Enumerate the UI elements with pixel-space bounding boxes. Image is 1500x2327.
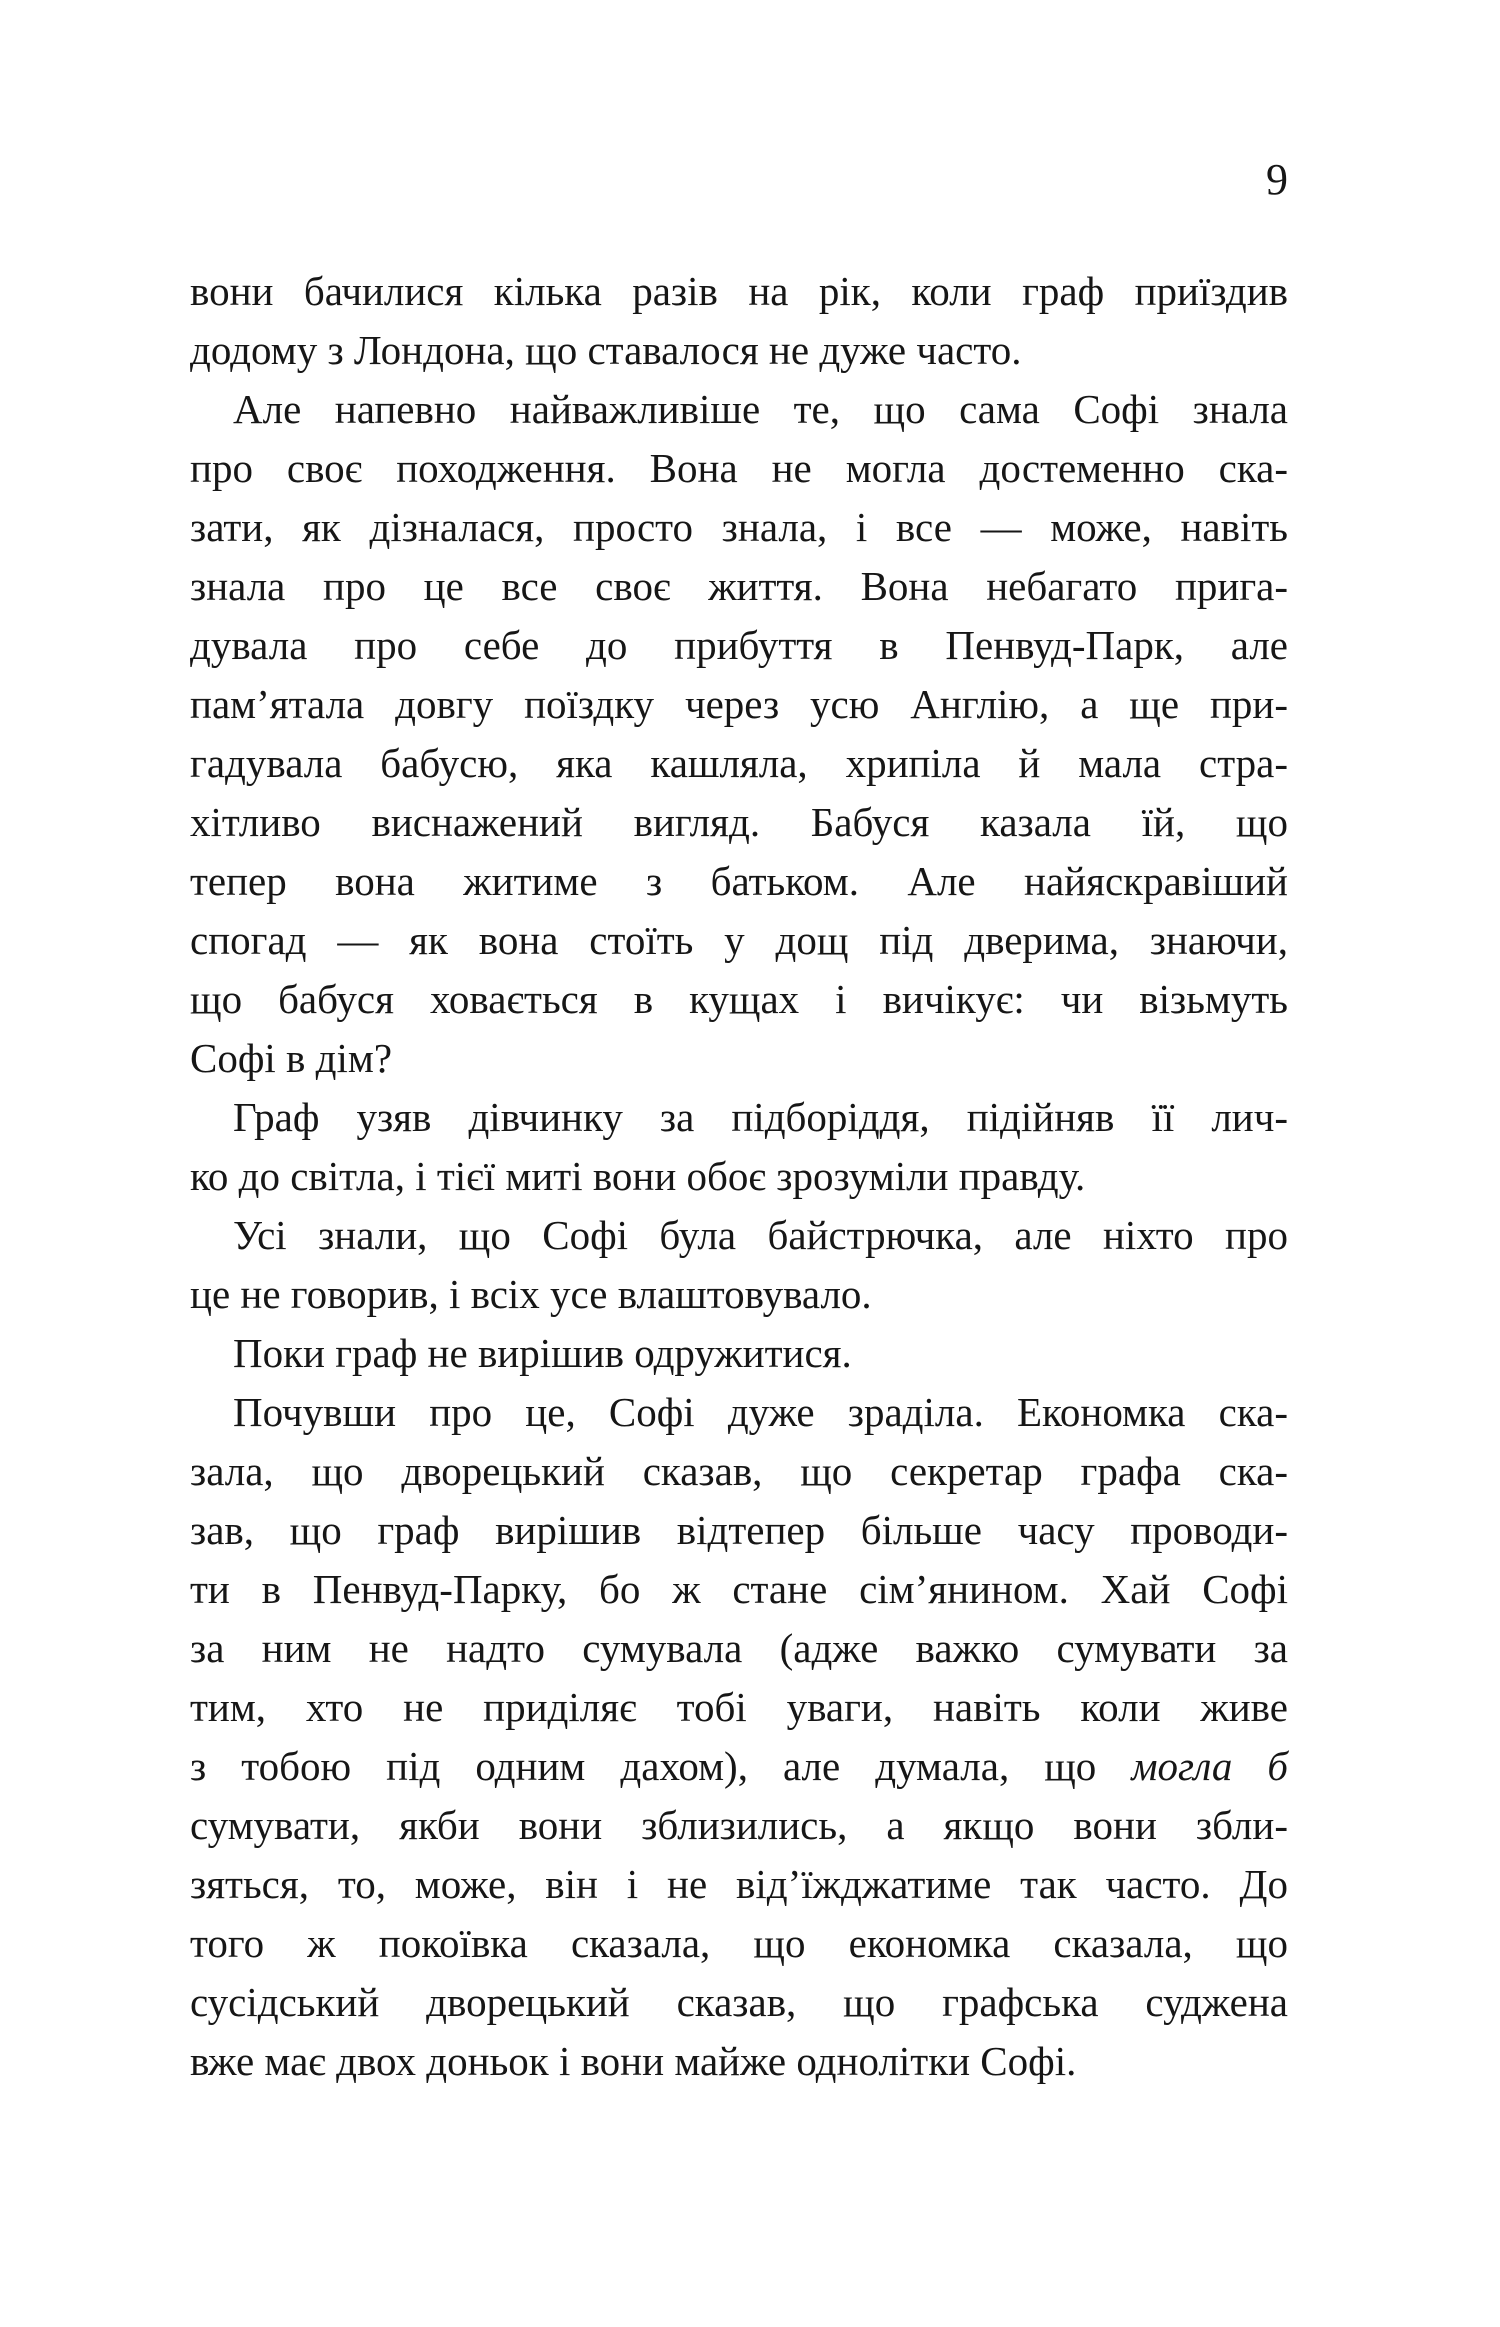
text-line: Поки граф не вирішив одружитися. — [233, 1330, 852, 1376]
text-line: того ж покоївка сказала, що економка сказала, що — [190, 1920, 1288, 1966]
page-number: 9 — [1266, 155, 1288, 204]
text-line: Усі знали, що Софі була байстрючка, але ніхто про — [233, 1212, 1288, 1258]
text-line: зати, як дізналася, просто знала, і все — може, навіть — [190, 504, 1288, 550]
text-line: спогад — як вона стоїть у дощ під дверима, знаючи, — [190, 917, 1288, 963]
text-line: хітливо виснажений вигляд. Бабуся казала їй, що — [190, 799, 1288, 845]
text-line: знала про це все своє життя. Вона небагато прига- — [190, 563, 1288, 609]
text-line: дувала про себе до прибуття в Пенвуд-Парк, але — [190, 622, 1288, 668]
text-line: Почувши про це, Софі дуже зраділа. Економка ска- — [233, 1389, 1288, 1435]
text-line: за ним не надто сумувала (адже важко сумувати за — [190, 1625, 1288, 1671]
text-line: це не говорив, і всіх усе влаштовувало. — [190, 1271, 872, 1317]
text-line: ко до світла, і тієї миті вони обоє зрозуміли правду. — [190, 1153, 1086, 1199]
emphasized-text: могла б — [1131, 1743, 1288, 1789]
text-line: тим, хто не приділяє тобі уваги, навіть коли живе — [190, 1684, 1288, 1730]
text-line: пам’ятала довгу поїздку через усю Англію, а ще при- — [190, 681, 1288, 727]
text-line: Але напевно найважливіше те, що сама Софі знала — [233, 386, 1288, 432]
text-line: гадувала бабусю, яка кашляла, хрипіла й мала стра- — [190, 740, 1288, 786]
text-line: зав, що граф вирішив відтепер більше часу проводи- — [190, 1507, 1288, 1553]
text-line: вони бачилися кілька разів на рік, коли граф приїздив — [190, 268, 1288, 314]
text-line: Софі в дім? — [190, 1035, 393, 1081]
text-line: з тобою під одним дахом), але думала, що могла б — [190, 1743, 1288, 1789]
text-line: ти в Пенвуд-Парку, бо ж стане сім’янином. Хай Софі — [190, 1566, 1288, 1612]
text-line: сусідський дворецький сказав, що графська суджена — [190, 1979, 1288, 2025]
text-line: Граф узяв дівчинку за підборіддя, підійняв її лич- — [233, 1094, 1288, 1140]
text-line: зала, що дворецький сказав, що секретар графа ска- — [190, 1448, 1288, 1494]
text-line: сумувати, якби вони зблизились, а якщо вони збли- — [190, 1802, 1288, 1848]
text-line: що бабуся ховається в кущах і вичікує: чи візьмуть — [190, 976, 1288, 1022]
text-line: тепер вона житиме з батьком. Але найяскравіший — [190, 858, 1288, 904]
text-block — [190, 262, 1288, 2091]
text-line: додому з Лондона, що ставалося не дуже часто. — [190, 327, 1022, 373]
text-line: вже має двох доньок і вони майже однолітки Софі. — [190, 2038, 1077, 2084]
text-line: про своє походження. Вона не могла достеменно ска- — [190, 445, 1288, 491]
text-line: зяться, то, може, він і не від’їжджатиме так часто. До — [190, 1861, 1288, 1907]
